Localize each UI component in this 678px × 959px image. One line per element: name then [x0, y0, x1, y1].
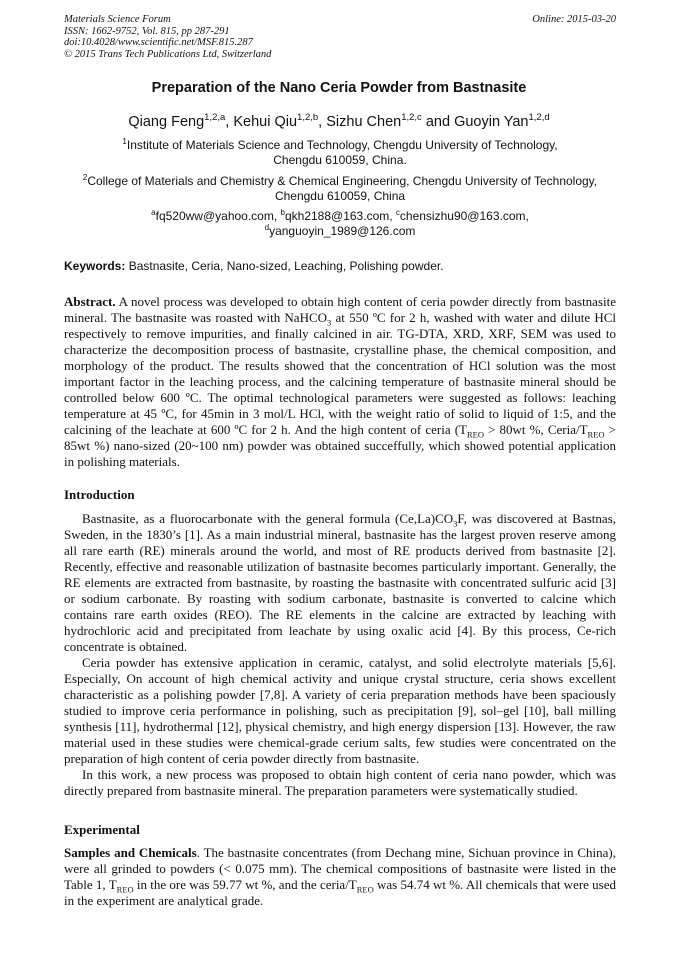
online-date: Online: 2015-03-20 — [532, 14, 616, 25]
author-separator: , — [225, 114, 234, 130]
subscript: REO — [466, 429, 484, 440]
subscript: 3 — [453, 518, 458, 529]
journal-name: Materials Science Forum — [64, 14, 171, 25]
keywords-label: Keywords: — [64, 259, 126, 273]
paragraph-text: F, was discovered at Bastnas, Sweden, in the 1830’s [1]. As a main industrial mineral, bastnasite has the largest proven reserve among all rare earth (RE) minerals around the world, and most of RE products derived from bastnasite [2]. Recently, effective and reasonable utilization of bastnasite becomes particularly important. Generally, the RE elements are extracted from bastnasite, by roasting the bastnasite with concentrated sulfuric acid [3] or sodium carbonate. By roasting with sodium carbonate, bastnasite is converted to calcine which contains rare earth oxides (REO). The RE elements in the calcine are extracted by leaching with hydrochloric acid and precipitated from leachate by using oxalic acid [4]. By this process, Ce-rich concentrate is obtained. — [64, 511, 616, 654]
email-address: fq520ww@yahoo.com — [155, 209, 274, 223]
abstract-label: Abstract. — [64, 294, 116, 309]
affiliation-line: College of Materials and Chemistry & Chemical Engineering, Chengdu University of Technology, — [87, 174, 598, 188]
abstract-text: A novel process was developed to obtain high content of ceria powder directly from bastnasite mineral. The bastnasite was roasted with NaHCO — [64, 294, 616, 325]
paper-title: Preparation of the Nano Ceria Powder from Bastnasite — [151, 80, 527, 96]
section-heading-experimental: Experimental — [64, 822, 140, 837]
affiliation-line: Institute of Materials Science and Technology, Chengdu University of Technology, — [126, 138, 558, 152]
affiliation-2 — [64, 174, 616, 204]
author-list — [0, 114, 678, 130]
journal-header — [64, 14, 616, 60]
email-address: chensizhu90@163.com — [399, 209, 526, 223]
email-sup: b — [280, 208, 285, 217]
author-sup: 1,2,d — [528, 112, 550, 124]
email-sup: c — [395, 208, 400, 217]
author-sup: 1,2,c — [401, 112, 422, 124]
affiliation-sup: 2 — [82, 173, 88, 182]
subscript: REO — [356, 884, 374, 895]
paragraph-text: was 54.74 wt %. All chemicals that were used in the experiment are analytical grade. — [64, 877, 617, 908]
email-sup: d — [264, 223, 270, 232]
paragraph-text: Bastnasite, as a fluorocarbonate with the general formula (Ce,La)CO — [82, 511, 454, 526]
author-name: Sizhu Chen — [326, 114, 402, 130]
author-name: Guoyin Yan — [454, 114, 529, 130]
paragraph-text: in the ore was 59.77 wt %, and the ceria/T — [133, 877, 357, 892]
doi-line: doi:10.4028/www.scientific.net/MSF.815.287 — [64, 37, 253, 48]
author-sup: 1,2,b — [297, 112, 319, 124]
affiliation-1 — [64, 138, 616, 168]
section-heading-introduction: Introduction — [64, 487, 135, 502]
author-and: and — [421, 114, 455, 130]
keywords-text: Bastnasite, Ceria, Nano-sized, Leaching, Polishing powder. — [125, 259, 444, 273]
copyright-line: © 2015 Trans Tech Publications Ltd, Switzerland — [64, 48, 272, 60]
paragraph — [64, 845, 616, 909]
abstract-text: > 85wt %) nano-sized (20~100 nm) powder was obtained succeffully, which showed potential application in polishing materials. — [64, 422, 616, 469]
email-list: $^a$fq520ww@yahoo.com, $^b$qkh2188@163.com, $^c$chensizhu90@163.com, $^d$yanguoyin_1989@126.com — [151, 208, 529, 238]
abstract-text: > 80wt %, Ceria/T — [483, 422, 588, 437]
subscript: REO — [587, 429, 605, 440]
author-name: Kehui Qiu — [233, 114, 298, 130]
affiliation-sup: 1 — [122, 137, 127, 146]
keywords — [64, 259, 616, 273]
abstract — [64, 294, 616, 470]
email-address: yanguoyin_1989@126.com — [269, 224, 416, 238]
email-sup: a — [151, 208, 156, 217]
issn-line: ISSN: 1662-9752, Vol. 815, pp 287-291 — [64, 25, 230, 37]
author-sup: 1,2,a — [204, 112, 226, 124]
paragraph: Ceria powder has extensive application in ceramic, catalyst, and solid electrolyte materials [5,6]. Especially, On account of high chemical activity and unique crystal structure, ceria shows excellent characteristic as a polishing powder [7,8]. A variety of ceria preparation methods have been spaciously studied to improve ceria performance in polishing, such as precipitation [9], sol–gel [10], ball milling synthesis [11], hydrothermal [12], physical chemistry, and high energy dispersion [13]. However, the raw material used in these studies were chemical-grade cerium salts, few studies were concentrated on the preparation of high content of ceria powder directly from bastnasite. — [64, 655, 616, 766]
subscript: 3 — [327, 317, 332, 328]
abstract-text: at 550 ºC for 2 h, washed with water and dilute HCl respectively to remove impurities, and finally calcined in air. TG-DTA, XRD, XRF, SEM was used to characterize the decomposition process of bastnasite, crystalline phase, the chemical composition, and morphology of the product. The results showed that the concentration of HCl solution was the most important factor in the leaching process, and the calcining temperature of bastnasite mineral should be controlled below 600 ºC. The optimal technological parameters were suggested as follows: leaching temperature at 45 ºC, for 45min in 3 mol/L HCl, with the weight ratio of solid to liquid of 1:5, and the calcining of the leachate at 600 ºC for 2 h. And the high content of ceria (T — [64, 310, 616, 437]
paragraph: In this work, a new process was proposed to obtain high content of ceria nano powder, which was directly prepared from bastnasite mineral. The preparation parameters were systematically studied. — [64, 767, 616, 798]
affiliation-line: Chengdu 610059, China. — [273, 153, 407, 167]
subscript: REO — [116, 884, 134, 895]
introduction-body — [64, 511, 616, 799]
subsection-label: Samples and Chemicals — [64, 845, 197, 860]
paragraph-text: . The bastnasite concentrates (from Dechang mine, Sichuan province in China), were all grinded to powders (< 0.075 mm). The chemical compositions of bastnasite were listed in the Table 1, T — [64, 845, 616, 892]
affiliation-line: Chengdu 610059, China — [274, 189, 406, 203]
author-name: Qiang Feng — [128, 114, 205, 130]
experimental-body — [64, 845, 616, 909]
paragraph — [64, 511, 616, 655]
email-address: qkh2188@163.com — [284, 209, 390, 223]
author-separator: , — [318, 114, 327, 130]
